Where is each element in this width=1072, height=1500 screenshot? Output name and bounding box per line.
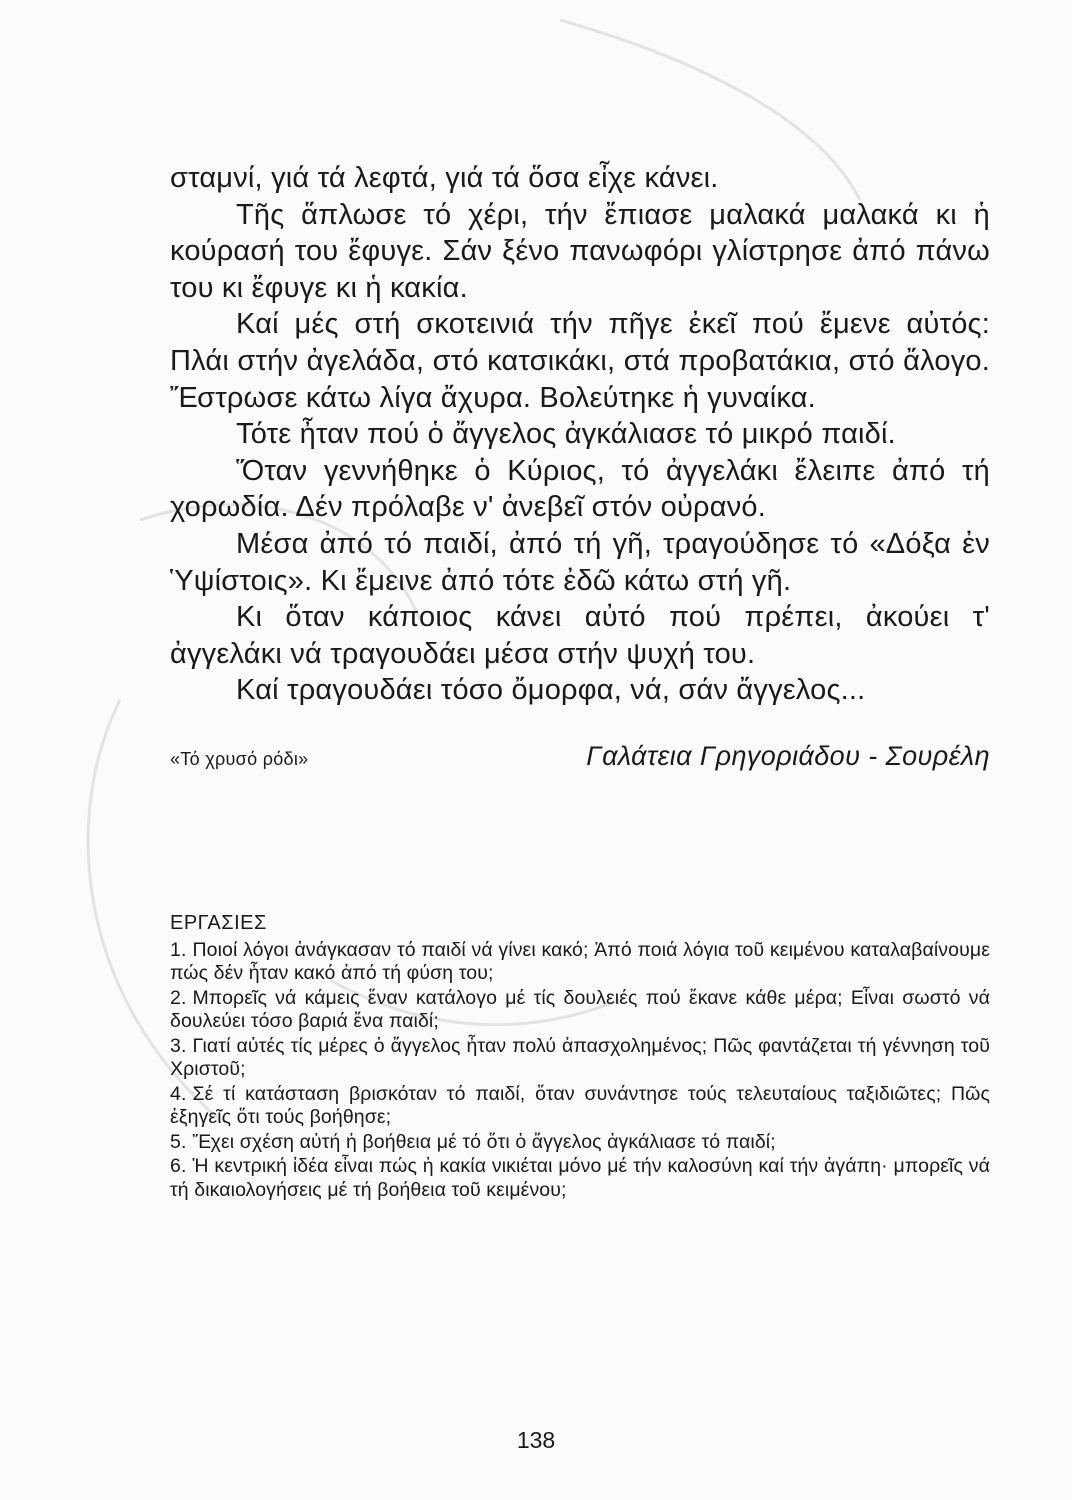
exercises-section — [170, 912, 990, 1203]
page-number: 138 — [516, 1427, 556, 1453]
story-text — [170, 160, 990, 709]
exercises-heading: ΕΡΓΑΣΙΕΣ — [170, 911, 267, 934]
exercise-number: 1. — [170, 938, 187, 961]
paragraph: Τῆς ἅπλωσε τό χέρι, τήν ἔπιασε μαλακά μαλακά κι ἡ κούρασή του ἔφυγε. Σάν ξένο πανωφόρι γλίστρησε ἀπό πάνω του κι ἔφυγε κι ἡ κακία. — [170, 198, 990, 304]
paragraph: Τότε ἦταν πού ὁ ἄγγελος ἀγκάλιασε τό μικρό παιδί. — [236, 418, 896, 451]
exercise-text: Ἡ κεντρική ἰδέα εἶναι πώς ἡ κακία νικιέται μόνο μέ τήν καλοσύνη καί τήν ἀγάπη· μπορεῖς νά τή δικαιολογήσεις μέ τή βοήθεια τοῦ κειμένου; — [170, 1155, 990, 1201]
exercise-number: 3. — [170, 1034, 187, 1057]
exercise-item — [170, 987, 990, 1034]
paragraph: Μέσα ἀπό τό παιδί, ἀπό τή γῆ, τραγούδησε τό «Δόξα ἐν Ὑψίστοις». Κι ἔμεινε ἀπό τότε ἐδῶ κάτω στή γῆ. — [170, 527, 990, 597]
exercise-item — [170, 1155, 990, 1202]
paragraph: Καί τραγουδάει τόσο ὄμορφα, νά, σάν ἄγγελος... — [236, 674, 866, 707]
exercise-text: Ποιοί λόγοι ἀνάγκασαν τό παιδί νά γίνει κακό; Ἀπό ποιά λόγια τοῦ κειμένου καταλαβαίνουμε πώς δέν ἦταν κακό ἀπό τή φύση του; — [170, 938, 990, 985]
paragraph: Ὅταν γεννήθηκε ὁ Κύριος, τό ἀγγελάκι ἔλειπε ἀπό τή χορωδία. Δέν πρόλαβε ν' ἀνεβεῖ στόν οὐρανό. — [170, 454, 990, 524]
exercise-item — [170, 1131, 990, 1155]
paragraph: σταμνί, γιά τά λεφτά, γιά τά ὅσα εἶχε κάνει. — [170, 162, 719, 194]
exercise-number: 5. — [170, 1130, 187, 1153]
exercise-number: 2. — [170, 986, 187, 1009]
exercise-number: 6. — [170, 1155, 187, 1178]
exercise-item — [170, 939, 990, 986]
exercise-text: Μπορεῖς νά κάμεις ἕναν κατάλογο μέ τίς δουλειές πού ἔκανε κάθε μέρα; Εἶναι σωστό νά δουλεύει τόσο βαριά ἕνα παιδί; — [170, 986, 990, 1033]
exercise-number: 4. — [170, 1082, 187, 1105]
paragraph: Κι ὅταν κάποιος κάνει αὐτό πού πρέπει, ἀκούει τ' ἀγγελάκι νά τραγουδάει μέσα στήν ψυχή του. — [170, 601, 990, 670]
exercise-text: Σέ τί κατάσταση βρισκόταν τό παιδί, ὅταν συνάντησε τούς τελευταίους ταξιδιῶτες; Πῶς ἐξηγεῖς ὅτι τούς βοήθησε; — [170, 1082, 990, 1129]
paragraph: Καί μές στή σκοτεινιά τήν πῆγε ἐκεῖ πού ἔμενε αὐτός: Πλάι στήν ἀγελάδα, στό κατσικάκι, στά προβατάκια, στό ἄλογο. Ἔστρωσε κάτω λίγα ἄχυρα. Βολεύτηκε ἡ γυναίκα. — [170, 308, 990, 414]
exercise-text: Γιατί αὐτές τίς μέρες ὁ ἄγγελος ἦταν πολύ ἀπασχολημένος; Πῶς φαντάζεται τή γέννηση τοῦ Χριστοῦ; — [170, 1034, 990, 1081]
exercise-item — [170, 1083, 990, 1130]
book-title: «Τό χρυσό ρόδι» — [170, 748, 309, 769]
exercise-item — [170, 1035, 990, 1082]
exercise-text: Ἔχει σχέση αὐτή ἡ βοήθεια μέ τό ὅτι ὁ ἄγγελος ἀγκάλιασε τό παιδί; — [192, 1130, 776, 1153]
author-name: Γαλάτεια Γρηγοριάδου - Σουρέλη — [586, 740, 990, 771]
source-attribution — [170, 741, 990, 772]
page-content — [170, 160, 990, 1203]
